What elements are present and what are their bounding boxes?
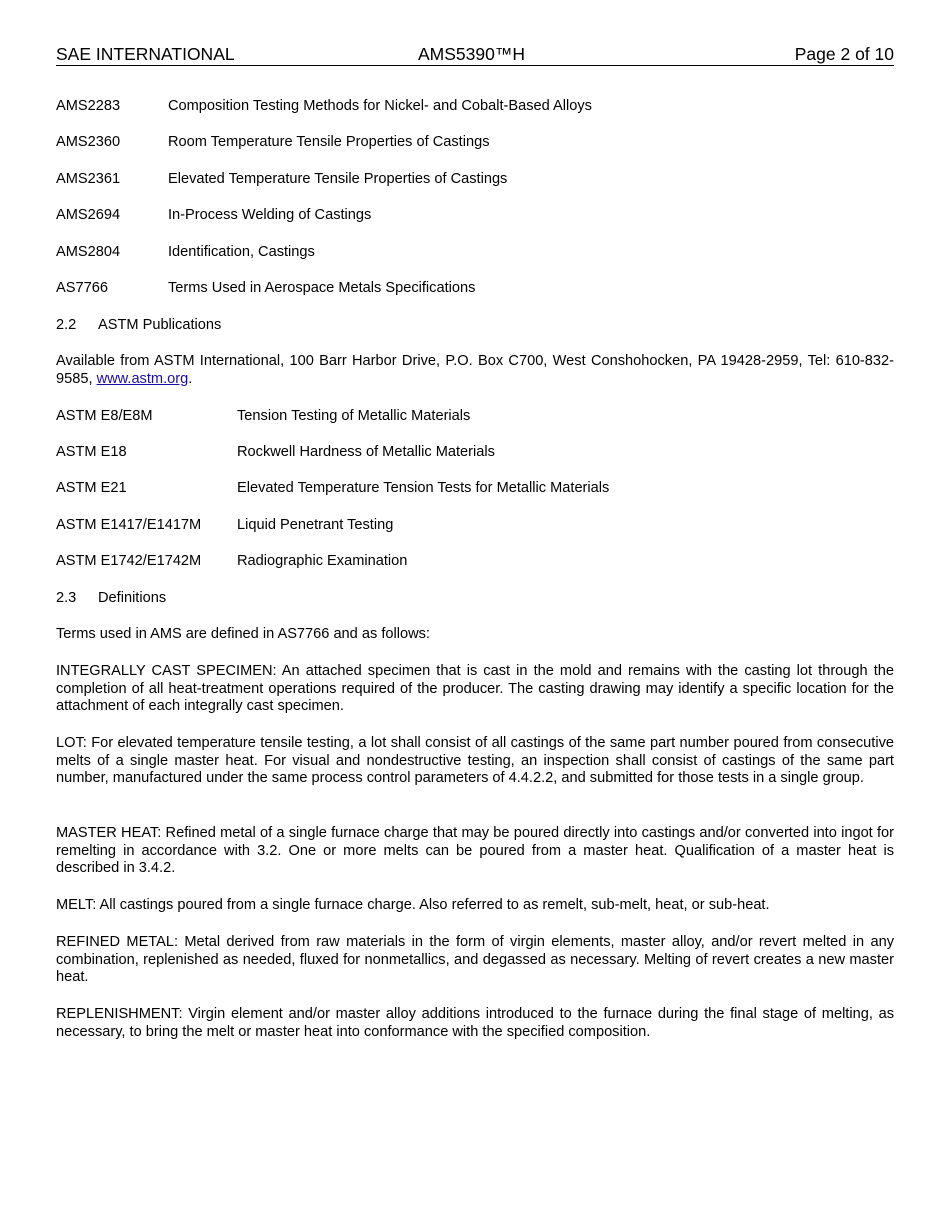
reference-row	[56, 517, 894, 535]
definition-paragraph: INTEGRALLY CAST SPECIMEN: An attached specimen that is cast in the mold and remains with the casting lot through the completion of all heat-treatment operations required of the producer. The casting drawing may identify a specific location for the attachment of each integrally cast specimen.	[56, 663, 894, 715]
reference-title: Composition Testing Methods for Nickel- and Cobalt-Based Alloys	[168, 98, 592, 114]
reference-row	[56, 134, 894, 152]
section-number: 2.3	[56, 590, 77, 606]
section-number: 2.2	[56, 317, 77, 333]
reference-row	[56, 244, 894, 262]
reference-row	[56, 444, 894, 462]
reference-code: ASTM E1742/E1742M	[56, 553, 202, 569]
reference-code: AMS2804	[56, 244, 121, 260]
astm-availability-paragraph	[56, 353, 894, 388]
definition-paragraph: LOT: For elevated temperature tensile testing, a lot shall consist of all castings of the same part number poured from consecutive melts of a single master heat. For visual and nondestructive testing, an inspection shall consist of castings of the same part number, manufactured under the same process control parameters of 4.4.2.2, and submitted for those tests in a single group.	[56, 735, 894, 787]
reference-code: AS7766	[56, 280, 108, 296]
reference-row	[56, 207, 894, 225]
reference-title: Identification, Castings	[168, 244, 315, 260]
reference-row	[56, 553, 894, 571]
section-title: ASTM Publications	[98, 317, 222, 333]
reference-title: Room Temperature Tensile Properties of Castings	[168, 134, 490, 150]
definition-paragraph: REPLENISHMENT: Virgin element and/or master alloy additions introduced to the furnace during the final stage of melting, as necessary, to bring the melt or master heat into conformance with the specified composition.	[56, 1006, 894, 1040]
definition-paragraph: REFINED METAL: Metal derived from raw materials in the form of virgin elements, master alloy, and/or revert melted in any combination, replenished as needed, fluxed for nonmetallics, and degassed as necessary. Melting of revert creates a new master heat.	[56, 934, 894, 986]
reference-code: ASTM E18	[56, 444, 127, 460]
header-doc-id: AMS5390™H	[418, 44, 525, 64]
section-title: Definitions	[98, 590, 167, 606]
reference-row	[56, 408, 894, 426]
reference-row	[56, 171, 894, 189]
reference-title: In-Process Welding of Castings	[168, 207, 372, 223]
reference-title: Rockwell Hardness of Metallic Materials	[237, 444, 495, 460]
reference-row	[56, 280, 894, 298]
availability-period: .	[188, 370, 193, 387]
definition-paragraph: MELT: All castings poured from a single furnace charge. Also referred to as remelt, sub-melt, heat, or sub-heat.	[56, 897, 770, 913]
reference-title: Radiographic Examination	[237, 553, 408, 569]
reference-title: Tension Testing of Metallic Materials	[237, 408, 471, 424]
reference-row	[56, 98, 894, 116]
reference-row	[56, 480, 894, 498]
reference-title: Liquid Penetrant Testing	[237, 517, 394, 533]
reference-code: AMS2283	[56, 98, 121, 114]
header-page-number: Page 2 of 10	[794, 44, 894, 64]
reference-code: AMS2361	[56, 171, 121, 187]
header-org: SAE INTERNATIONAL	[56, 44, 235, 64]
reference-title: Elevated Temperature Tension Tests for Metallic Materials	[237, 480, 610, 496]
astm-website-link[interactable]: www.astm.org	[96, 370, 189, 387]
reference-title: Terms Used in Aerospace Metals Specifications	[168, 280, 476, 296]
reference-code: ASTM E8/E8M	[56, 408, 153, 424]
definition-paragraph: MASTER HEAT: Refined metal of a single furnace charge that may be poured directly into castings and/or converted into ingot for remelting in accordance with 3.2. One or more melts can be poured from a master heat. Qualification of a master heat is described in 3.4.2.	[56, 825, 894, 877]
reference-code: ASTM E1417/E1417M	[56, 517, 202, 533]
reference-code: ASTM E21	[56, 480, 127, 496]
definitions-intro: Terms used in AMS are defined in AS7766 and as follows:	[56, 626, 430, 642]
availability-text: Available from ASTM International, 100 Barr Harbor Drive, P.O. Box C700, West Conshohocken, PA 19428-2959, Tel: 610-832-9585,	[56, 353, 894, 387]
page-header	[56, 44, 894, 66]
reference-code: AMS2694	[56, 207, 121, 223]
reference-code: AMS2360	[56, 134, 121, 150]
reference-title: Elevated Temperature Tensile Properties of Castings	[168, 171, 508, 187]
